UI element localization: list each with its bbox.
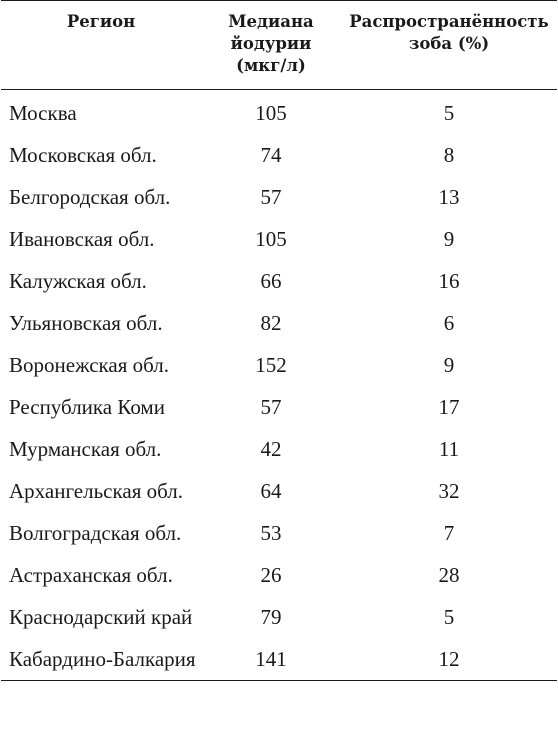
table-row: [1, 386, 557, 428]
cell-iodine: 141: [201, 638, 341, 681]
table-row: [1, 218, 557, 260]
header-iodine-median: Медиана йодурии (мкг/л): [201, 1, 341, 90]
cell-goiter: 5: [443, 101, 455, 125]
cell-goiter: 8: [443, 143, 455, 167]
table-row: [1, 302, 557, 344]
cell-iodine: 57: [260, 395, 282, 419]
cell-region: Республика Коми: [9, 395, 165, 419]
header-region: Регион: [1, 1, 201, 90]
table-row: [1, 344, 557, 386]
cell-iodine: 82: [260, 311, 282, 335]
cell-region: Москва: [9, 101, 77, 125]
cell-goiter: 11: [438, 437, 460, 461]
cell-iodine: 74: [260, 143, 282, 167]
cell-iodine: 42: [260, 437, 282, 461]
cell-region: Астраханская обл.: [9, 563, 173, 587]
cell-goiter: 17: [438, 395, 460, 419]
table-row: [1, 428, 557, 470]
cell-iodine: 26: [260, 563, 282, 587]
cell-region: Кабардино-Балкария: [1, 638, 201, 681]
cell-goiter: 7: [443, 521, 455, 545]
cell-goiter: 6: [443, 311, 455, 335]
cell-goiter: 13: [438, 185, 460, 209]
cell-goiter: 5: [443, 605, 455, 629]
table-row: [1, 512, 557, 554]
table-header: [1, 1, 557, 90]
cell-region: Ульяновская обл.: [9, 311, 163, 335]
table-row: [1, 176, 557, 218]
data-table: [1, 0, 557, 681]
table-row: [1, 134, 557, 176]
cell-iodine: 57: [260, 185, 282, 209]
table-body: [1, 90, 557, 681]
cell-goiter: 16: [438, 269, 460, 293]
cell-region: Волгоградская обл.: [9, 521, 182, 545]
cell-goiter: 32: [438, 479, 460, 503]
cell-region: Белгородская обл.: [9, 185, 171, 209]
table-row: [1, 470, 557, 512]
cell-iodine: 64: [260, 479, 282, 503]
cell-region: Калужская обл.: [9, 269, 147, 293]
table-row: [1, 90, 557, 135]
cell-region: Воронежская обл.: [9, 353, 170, 377]
cell-region: Краснодарский край: [9, 605, 193, 629]
cell-goiter: 28: [438, 563, 460, 587]
cell-goiter: 9: [443, 227, 455, 251]
header-row: [1, 1, 557, 90]
cell-region: Архангельская обл.: [9, 479, 183, 503]
cell-goiter: 12: [341, 638, 557, 681]
cell-iodine: 105: [255, 101, 287, 125]
cell-region: Мурманская обл.: [9, 437, 162, 461]
cell-iodine: 79: [260, 605, 282, 629]
cell-iodine: 105: [255, 227, 287, 251]
cell-region: Ивановская обл.: [9, 227, 155, 251]
table-row: [1, 596, 557, 638]
cell-goiter: 9: [443, 353, 455, 377]
cell-iodine: 53: [260, 521, 282, 545]
table-row: [1, 554, 557, 596]
table-row: [1, 638, 557, 681]
cell-iodine: 152: [255, 353, 287, 377]
table-row: [1, 260, 557, 302]
cell-iodine: 66: [260, 269, 282, 293]
cell-region: Московская обл.: [9, 143, 157, 167]
header-goiter-prevalence: Распространённость зоба (%): [341, 1, 557, 90]
